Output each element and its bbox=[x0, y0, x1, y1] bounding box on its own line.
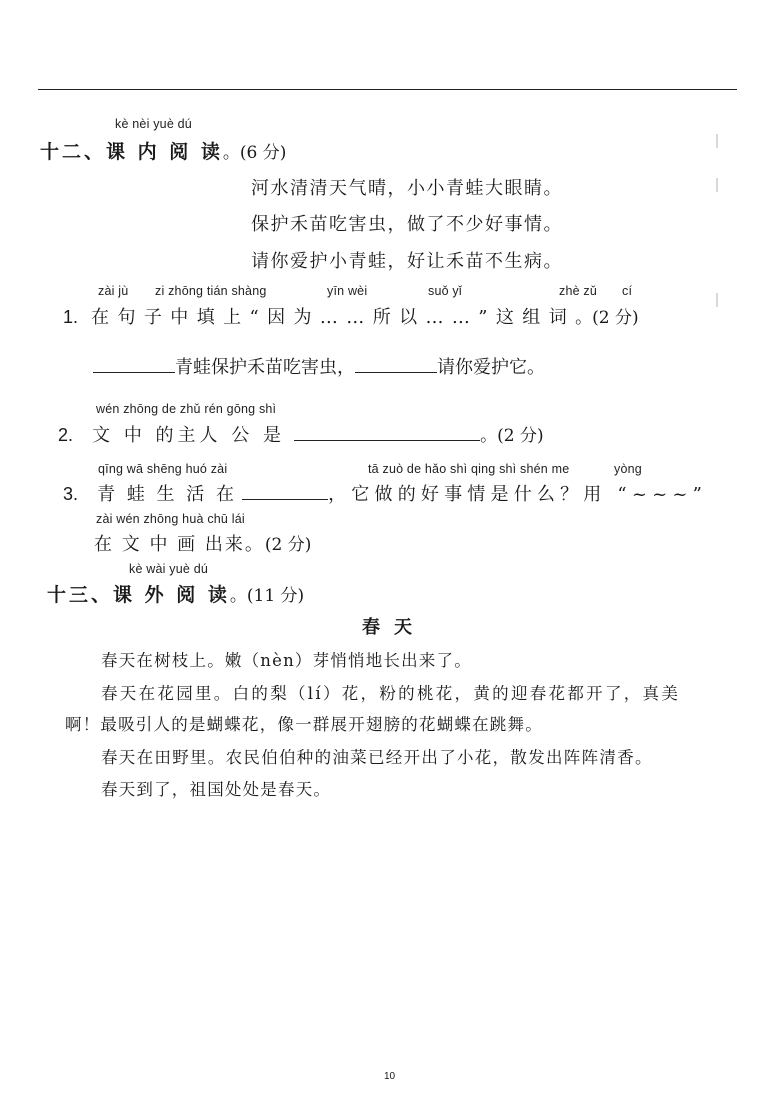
q1-text: 在句子中填上“因为……所以……”这组词 bbox=[91, 307, 576, 328]
q1-pinyin-5: zhè zǔ bbox=[559, 284, 598, 298]
sec12-pinyin: kè nèi yuè dú bbox=[115, 117, 192, 131]
q3-blank[interactable] bbox=[242, 498, 328, 500]
q3-pinyin-1: qīng wā shēng huó zài bbox=[98, 462, 228, 476]
q3-pinyin-2: tā zuò de hǎo shì qing shì shén me bbox=[368, 462, 570, 476]
poem-line-2: 保护禾苗吃害虫，做了不少好事情。 bbox=[251, 214, 563, 235]
sec12-points: 。(6 分) bbox=[222, 143, 287, 163]
q3-pinyin-3: yòng bbox=[614, 462, 642, 476]
margin-mark bbox=[716, 134, 718, 148]
q2-text: 文 中 的主人 公 是 bbox=[92, 425, 285, 446]
sec13-title: 课 外 阅 读 bbox=[113, 584, 230, 606]
sec13-number: 十三、 bbox=[47, 584, 114, 606]
sec13-pinyin: kè wài yuè dú bbox=[129, 562, 209, 576]
q3-text-b: ，它做的好事情是什么？用 “~~~” bbox=[328, 484, 708, 505]
q2-points: 。(2 分) bbox=[480, 426, 544, 446]
sec13-heading bbox=[47, 580, 304, 607]
q2-line bbox=[58, 421, 544, 447]
q3-text-c: 在 文 中 画 出来。 bbox=[94, 534, 265, 555]
poem-line-3: 请你爱护小青蛙，好让禾苗不生病。 bbox=[251, 251, 563, 272]
q3-line bbox=[63, 480, 707, 506]
passage-title: 春天 bbox=[362, 617, 426, 638]
q1-pinyin-6: cí bbox=[622, 284, 633, 298]
passage-p2b: 啊！最吸引人的是蝴蝶花，像一群展开翅膀的花蝴蝶在跳舞。 bbox=[65, 715, 543, 734]
q3-pinyin-4: zài wén zhōng huà chū lái bbox=[96, 512, 245, 526]
q2-number: 2. bbox=[58, 425, 74, 445]
q1-fill-line bbox=[93, 353, 545, 379]
passage-p2a: 春天在花园里。白的梨（lí）花，粉的桃花，黄的迎春花都开了，真美 bbox=[101, 684, 681, 703]
q1-number: 1. bbox=[63, 307, 79, 327]
sec12-number: 十二、 bbox=[40, 141, 107, 163]
margin-mark bbox=[716, 293, 718, 307]
sec13-points: 。(11 分) bbox=[229, 586, 305, 606]
q3-number: 3. bbox=[63, 484, 79, 504]
sec12-heading bbox=[40, 137, 286, 164]
passage-p1: 春天在树枝上。嫩（nèn）芽悄悄地长出来了。 bbox=[101, 651, 472, 670]
page-number: 10 bbox=[384, 1071, 396, 1082]
q1-pinyin-1: zài jù bbox=[98, 284, 129, 298]
passage-p3: 春天在田野里。农民伯伯种的油菜已经开出了小花，散发出阵阵清香。 bbox=[101, 748, 653, 767]
q1-points: 。(2 分) bbox=[575, 308, 639, 328]
sec12-title: 课 内 阅 读 bbox=[106, 141, 223, 163]
q1-blank-2[interactable] bbox=[355, 371, 437, 373]
q1-blank-1[interactable] bbox=[93, 371, 175, 373]
q3-points: (2 分) bbox=[264, 535, 312, 555]
q1-fill-b: 请你爱护它。 bbox=[437, 357, 545, 378]
q1-fill-a: 青蛙保护禾苗吃害虫， bbox=[175, 357, 355, 378]
q3-line-2 bbox=[94, 530, 311, 556]
q1-pinyin-4: suǒ yǐ bbox=[428, 284, 462, 298]
poem-line-1: 河水清清天气晴，小小青蛙大眼睛。 bbox=[251, 178, 563, 199]
q2-blank[interactable] bbox=[294, 439, 480, 441]
top-rule bbox=[38, 89, 737, 90]
q2-pinyin: wén zhōng de zhǔ rén gōng shì bbox=[96, 402, 277, 416]
q3-text-a: 青 蛙 生 活 在 bbox=[97, 484, 237, 505]
passage-p4: 春天到了，祖国处处是春天。 bbox=[101, 780, 332, 799]
q1-line bbox=[63, 303, 639, 329]
q1-pinyin-2: zi zhōng tián shàng bbox=[155, 284, 267, 298]
q1-pinyin-3: yīn wèi bbox=[327, 284, 368, 298]
margin-mark bbox=[716, 178, 718, 192]
